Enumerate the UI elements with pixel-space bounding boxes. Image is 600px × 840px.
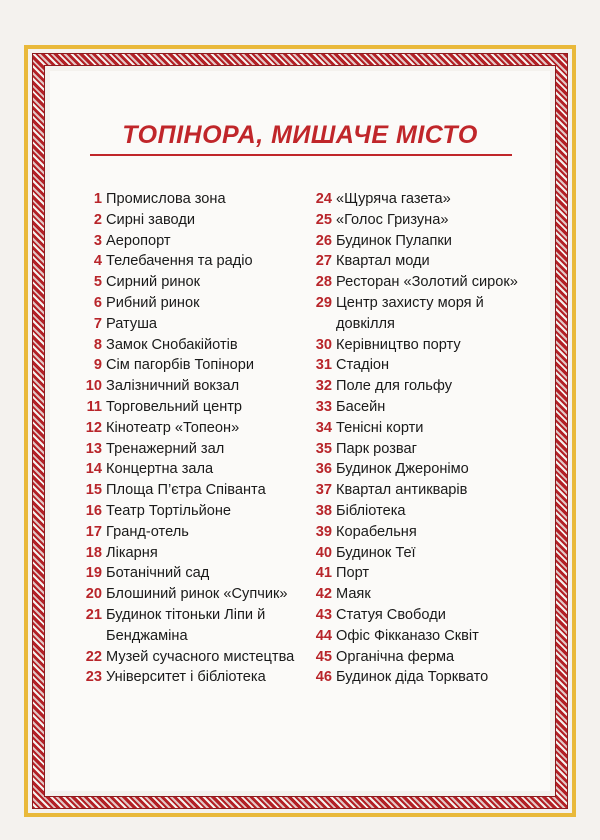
legend-item xyxy=(82,605,297,647)
legend-item-label: Квартал моди xyxy=(336,253,430,270)
legend-item-number: 25 xyxy=(315,211,332,228)
legend-item-number: 9 xyxy=(93,357,102,374)
legend-item-label: Будинок діда Торквато xyxy=(336,669,489,686)
legend-item-label: Тренажерний зал xyxy=(106,440,225,457)
legend-item xyxy=(305,647,520,668)
legend-item-number: 32 xyxy=(315,378,332,395)
legend-item xyxy=(305,480,520,501)
legend-item-number: 4 xyxy=(93,253,102,270)
legend-item xyxy=(82,335,297,356)
legend-item-label: Квартал антикварів xyxy=(336,482,468,499)
legend-item-label: Телебачення та радіо xyxy=(106,253,253,270)
legend-item-number: 37 xyxy=(315,482,332,499)
legend-item xyxy=(82,543,297,564)
legend-item xyxy=(82,647,297,668)
legend-item xyxy=(82,376,297,397)
legend-list-left xyxy=(82,189,297,688)
legend-item-label: Керівництво порту xyxy=(336,336,461,353)
legend-item-label: Будинок Теї xyxy=(336,544,416,561)
legend-item xyxy=(82,397,297,418)
legend-item xyxy=(82,439,297,460)
legend-item xyxy=(305,251,520,272)
legend-item-number: 40 xyxy=(315,544,332,561)
legend-item xyxy=(82,418,297,439)
legend-item-label: Торговельний центр xyxy=(106,398,243,415)
legend-item-label: Будинок Джеронімо xyxy=(336,461,469,478)
legend-item-label: «Голос Гризуна» xyxy=(336,211,449,228)
legend-list-right xyxy=(305,189,520,688)
legend-item-number: 21 xyxy=(85,606,102,623)
legend-item-number: 38 xyxy=(315,502,332,519)
legend-item-label: Ресторан «Золотий сирок» xyxy=(336,274,518,291)
legend-item xyxy=(82,210,297,231)
legend-item xyxy=(305,189,520,210)
legend-item xyxy=(305,626,520,647)
legend-item-number: 19 xyxy=(85,565,102,582)
legend-item-number: 11 xyxy=(86,398,102,415)
legend-item-label: Сирний ринок xyxy=(106,274,201,291)
legend-item-number: 45 xyxy=(315,648,332,665)
legend-item-number: 31 xyxy=(315,357,332,374)
legend-item-label: Центр захисту моря й довкілля xyxy=(336,294,484,332)
legend-item xyxy=(305,459,520,480)
legend-item-number: 24 xyxy=(315,191,332,207)
legend-item-number: 7 xyxy=(93,315,102,332)
legend-item-number: 42 xyxy=(315,586,332,603)
legend-item xyxy=(305,667,520,688)
legend-item-number: 41 xyxy=(315,565,332,582)
legend-item-label: Кінотеатр «Топеон» xyxy=(106,419,240,436)
legend-item xyxy=(82,459,297,480)
legend-item-label: Тенісні корти xyxy=(336,419,424,436)
legend-item-number: 3 xyxy=(93,232,102,249)
legend-item-label: Будинок тітоньки Ліпи й Бенджаміна xyxy=(106,606,266,644)
legend-item xyxy=(305,543,520,564)
legend-item-label: Блошиний ринок «Супчик» xyxy=(106,586,288,603)
legend-item-number: 26 xyxy=(315,232,332,249)
legend-item xyxy=(305,293,520,335)
legend-item-number: 17 xyxy=(85,523,102,540)
legend-item-number: 27 xyxy=(315,253,332,270)
legend-item-label: Порт xyxy=(336,565,370,582)
legend-item-number: 22 xyxy=(85,648,102,665)
legend-item-label: Рибний ринок xyxy=(106,294,200,311)
legend-item-label: Промислова зона xyxy=(106,191,226,207)
legend-item-label: Ратуша xyxy=(106,315,158,332)
legend-item xyxy=(305,605,520,626)
legend-item xyxy=(82,667,297,688)
legend-item-label: Лікарня xyxy=(106,544,158,561)
legend-item-label: Поле для гольфу xyxy=(336,378,453,395)
legend-item-number: 23 xyxy=(85,669,102,686)
legend-item-label: Маяк xyxy=(336,586,371,603)
legend-item-label: Театр Тортільйоне xyxy=(106,502,232,519)
legend-item xyxy=(305,355,520,376)
legend-item-number: 36 xyxy=(315,461,332,478)
legend-item-number: 1 xyxy=(93,191,102,207)
legend-item xyxy=(305,335,520,356)
legend-item-label: Ботанічний сад xyxy=(106,565,210,582)
legend-item-label: Стадіон xyxy=(336,357,390,374)
legend-item-number: 13 xyxy=(85,440,102,457)
legend-item xyxy=(305,418,520,439)
legend-item xyxy=(305,501,520,522)
legend-item-number: 39 xyxy=(315,523,332,540)
legend-item xyxy=(305,563,520,584)
legend-item-label: Корабельня xyxy=(336,523,417,540)
legend-item-label: Залізничний вокзал xyxy=(106,378,240,395)
legend-item-number: 8 xyxy=(93,336,102,353)
legend-item-label: Аеропорт xyxy=(106,232,171,249)
legend-item-label: Парк розваг xyxy=(336,440,417,457)
legend-item xyxy=(82,231,297,252)
legend-item xyxy=(305,231,520,252)
legend-item-label: Університет і бібліотека xyxy=(106,669,266,686)
legend-item xyxy=(82,584,297,605)
legend-item-label: Басейн xyxy=(336,398,386,415)
legend-item-number: 44 xyxy=(315,627,332,644)
legend-item-label: Сирні заводи xyxy=(106,211,196,228)
legend-item xyxy=(82,314,297,335)
legend-item xyxy=(82,355,297,376)
legend-item-label: Статуя Свободи xyxy=(336,606,446,623)
legend-item-number: 18 xyxy=(85,544,102,561)
legend-item-number: 2 xyxy=(93,211,102,228)
legend-item-number: 16 xyxy=(85,502,102,519)
legend-item xyxy=(305,584,520,605)
legend-item-label: Бібліотека xyxy=(336,502,406,519)
title-underline xyxy=(90,154,512,156)
legend-item-label: Концертна зала xyxy=(106,461,214,478)
legend-item-label: «Щуряча газета» xyxy=(336,191,451,207)
legend-item xyxy=(82,563,297,584)
legend-item xyxy=(305,376,520,397)
legend-item xyxy=(305,522,520,543)
legend-item-number: 5 xyxy=(93,274,102,291)
legend-item xyxy=(305,439,520,460)
legend-item-number: 20 xyxy=(85,586,102,603)
legend-item xyxy=(305,272,520,293)
legend-item-label: Замок Снобакійотів xyxy=(106,336,238,353)
legend-item-number: 30 xyxy=(315,336,332,353)
legend-item-number: 43 xyxy=(315,606,332,623)
legend-item-number: 10 xyxy=(85,378,102,395)
legend-item xyxy=(82,189,297,210)
legend-item-number: 34 xyxy=(315,419,332,436)
legend-item-number: 15 xyxy=(85,482,102,499)
legend-item xyxy=(82,480,297,501)
legend-item xyxy=(82,522,297,543)
legend-item-number: 12 xyxy=(85,419,102,436)
legend-item-number: 29 xyxy=(315,294,332,311)
legend-item-number: 6 xyxy=(93,294,102,311)
legend-item-number: 35 xyxy=(315,440,332,457)
legend-item xyxy=(82,293,297,314)
legend-item-label: Сім пагорбів Топінори xyxy=(106,357,255,374)
legend-item xyxy=(82,251,297,272)
legend-item-number: 14 xyxy=(85,461,102,478)
legend-item-number: 28 xyxy=(315,274,332,291)
legend-item xyxy=(82,501,297,522)
legend-item-number: 46 xyxy=(315,669,332,686)
page-title: ТОПІНОРА, МИШАЧЕ МІСТО xyxy=(122,121,478,149)
legend-item-label: Будинок Пулапки xyxy=(336,232,452,249)
legend-item xyxy=(305,210,520,231)
legend-item xyxy=(82,272,297,293)
legend-item-label: Музей сучасного мистецтва xyxy=(106,648,295,665)
legend-item-number: 33 xyxy=(315,398,332,415)
legend-item-label: Площа П’єтра Співанта xyxy=(106,482,266,499)
legend-item-label: Органічна ферма xyxy=(336,648,455,665)
legend-item-label: Офіс Фікканазо Сквіт xyxy=(336,627,479,644)
legend-item-label: Гранд-отель xyxy=(106,523,189,540)
legend-item xyxy=(305,397,520,418)
